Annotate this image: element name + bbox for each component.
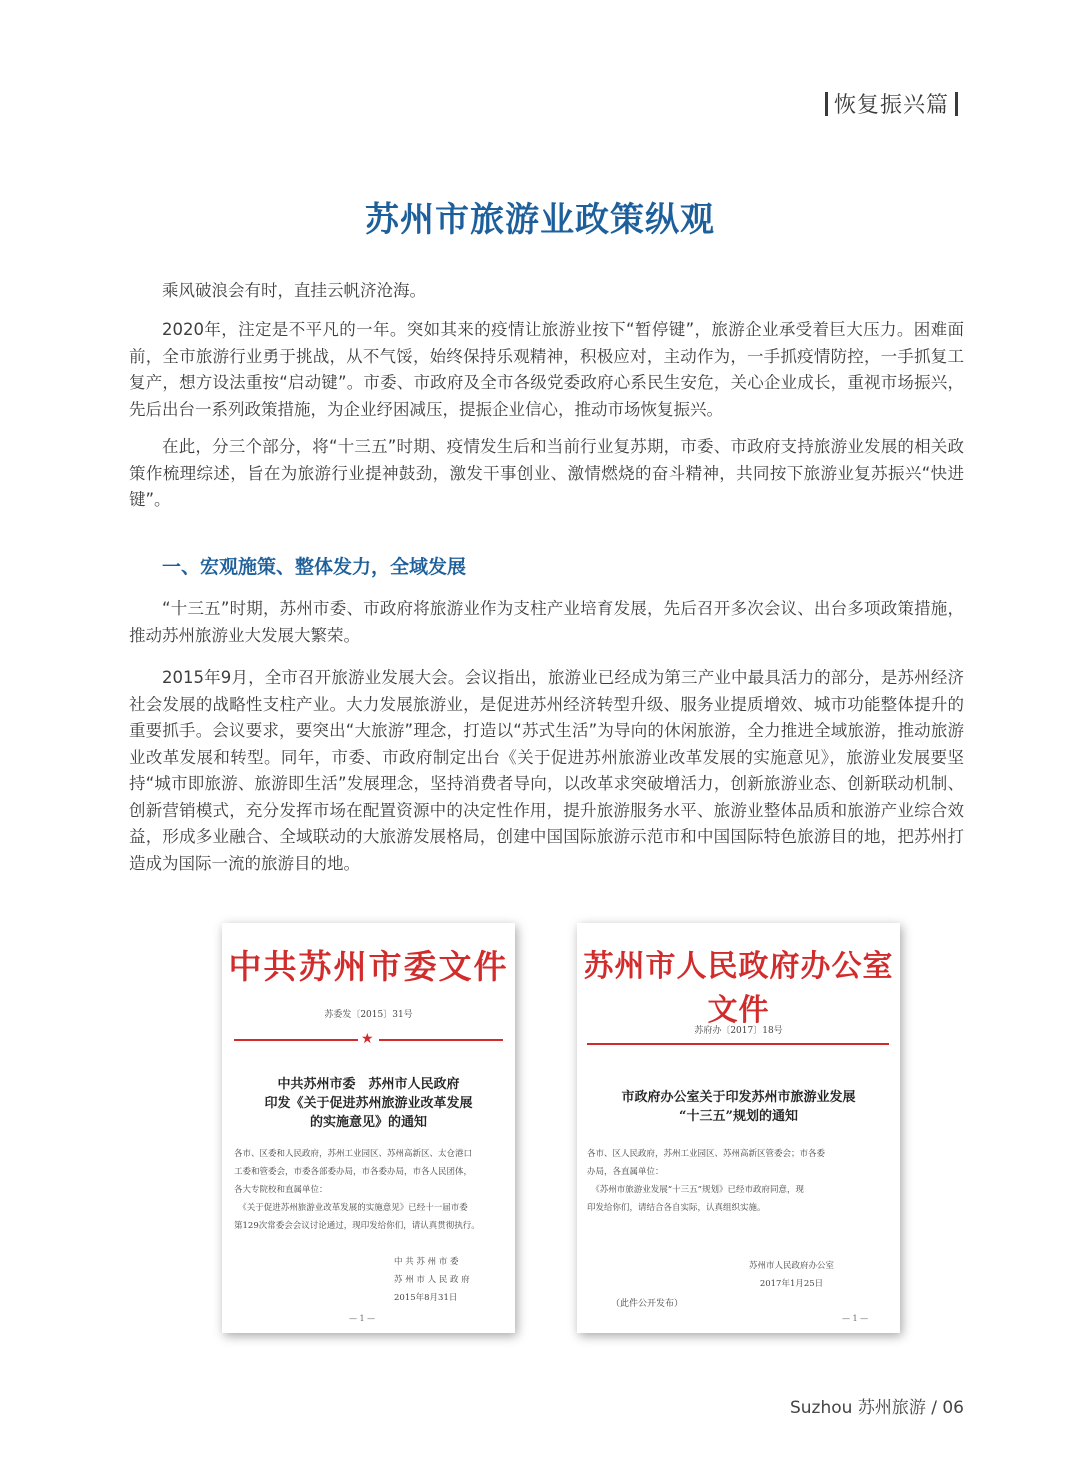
doc-body-line: 印发给你们，请结合各自实际，认真组织实施。 (587, 1203, 766, 1213)
doc-body-line: 各大专院校和直属单位： (234, 1185, 328, 1195)
section-tag-label: 恢复振兴篇 (833, 93, 949, 118)
red-line-right (379, 1039, 503, 1041)
doc-signature-line: 苏州市人民政府办公室 (749, 1261, 835, 1271)
section-heading: 一、宏观施策、整体发力，全域发展 (162, 556, 467, 578)
doc-signature-line: 苏 州 市 人 民 政 府 (394, 1275, 470, 1285)
section-tag (819, 88, 964, 119)
doc-signature-line: 中 共 苏 州 市 委 (394, 1257, 459, 1267)
tag-bar-right (955, 92, 958, 116)
red-line-left (234, 1039, 358, 1041)
intro-paragraph-1: 乘风破浪会有时，直挂云帆济沧海。 (162, 281, 426, 300)
red-line (587, 1043, 889, 1045)
page-footer: Suzhou 苏州旅游 / 06 (789, 1398, 964, 1418)
section-paragraph-2: 2015年9月，全市召开旅游业发展大会。会议指出，旅游业已经成为第三产业中最具活力的部分，是苏州经济社会发展的战略性支柱产业。大力发展旅游业，是促进苏州经济转型升级、服务业提质增效、城市功能整体提升的重要抓手。会议要求，要突出“大旅游”理念，打造以“苏式生活”为导向的休闲旅游，全力推进全域旅游，推动旅游业改革发展和转型。同年，市委、市政府制定出台《关于促进苏州旅游业改革发展的实施意见》，旅游业发展要坚持“城市即旅游、旅游即生活”发展理念，坚持消费者导向，以改革求突破增活力，创新旅游业态、创新联动机制、创新营销模式，充分发挥市场在配置资源中的决定性作用，提升旅游服务水平、旅游业整体品质和旅游产业综合效益，形成多业融合、全域联动的大旅游发展格局，创建中国国际旅游示范市和中国国际特色旅游目的地，把苏州打造成为国际一流的旅游目的地。 (129, 668, 964, 873)
intro-paragraph-2: 2020年，注定是不平凡的一年。突如其来的疫情让旅游业按下“暂停键”，旅游企业承受着巨大压力。困难面前，全市旅游行业勇于挑战，从不气馁，始终保持乐观精神，积极应对，主动作为，一手抓疫情防控，一手抓复工复产，想方设法重按“启动键”。市委、市政府及全市各级党委政府心系民生安危，关心企业成长，重视市场振兴，先后出台一系列政策措施，为企业纾困减压，提振企业信心，推动市场恢复振兴。 (129, 320, 964, 419)
tag-bar-left (825, 92, 828, 116)
doc-title-line: 市政府办公室关于印发苏州市旅游业发展 (621, 1090, 856, 1105)
doc-header: 中共苏州市委文件 (228, 947, 509, 986)
doc-body (234, 1145, 506, 1235)
intro-paragraph-3: 在此，分三个部分，将“十三五”时期、疫情发生后和当前行业复苏期，市委、市政府支持旅游业发展的相关政策作梳理综述，旨在为旅游行业提神鼓劲，激发干事创业、激情燃烧的奋斗精神，共同按下旅游业复苏振兴“快进键”。 (129, 437, 964, 509)
doc-title-line: 的实施意见》的通知 (309, 1115, 427, 1130)
document-image-government-office (577, 923, 900, 1333)
doc-body-line: 工委和管委会，市委各部委办局，市各委办局，市各人民团体， (234, 1167, 473, 1177)
document-image-municipal-committee (222, 923, 515, 1333)
doc-title (222, 1075, 515, 1132)
doc-title-line: 印发《关于促进苏州旅游业改革发展 (264, 1096, 473, 1111)
section-paragraph-1: “十三五”时期，苏州市委、市政府将旅游业作为支柱产业培育发展，先后召开多次会议、出台多项政策措施，推动苏州旅游业大发展大繁荣。 (129, 599, 964, 645)
doc-body-line: 各市、区委和人民政府，苏州工业园区、苏州高新区、太仓港口 (234, 1149, 473, 1159)
doc-body-line: 《关于促进苏州旅游业改革发展的实施意见》已经十一届市委 (234, 1203, 468, 1213)
doc-body-line: 《苏州市旅游业发展“十三五”规划》已经市政府同意，现 (587, 1185, 804, 1195)
doc-signature-line: 2015年8月31日 (394, 1293, 458, 1303)
doc-signature-line: 2017年1月25日 (759, 1279, 824, 1289)
doc-title-line: 中共苏州市委 苏州市人民政府 (277, 1077, 460, 1092)
doc-body-line: 第129次常委会会议讨论通过，现印发给你们，请认真贯彻执行。 (234, 1221, 480, 1231)
doc-signature (749, 1257, 834, 1293)
doc-number: 苏府办〔2017〕18号 (694, 1026, 783, 1036)
doc-number: 苏委发〔2015〕31号 (324, 1010, 413, 1020)
doc-body-line: 各市、区人民政府，苏州工业园区、苏州高新区管委会；市各委 (587, 1149, 826, 1159)
doc-body (587, 1145, 892, 1217)
doc-header: 苏州市人民政府办公室文件 (583, 949, 894, 1028)
doc-page-number: — 1 — (842, 1314, 869, 1323)
doc-body-line: 办局，各直属单位： (587, 1167, 664, 1177)
doc-title-line: “十三五”规划的通知 (679, 1109, 798, 1124)
doc-title (577, 1088, 900, 1126)
red-star-icon: ★ (361, 1031, 374, 1047)
doc-page-number: — 1 — (349, 1314, 376, 1323)
doc-signature (394, 1253, 470, 1307)
doc-public-note: （此件公开发布） (611, 1299, 684, 1309)
page-title: 苏州市旅游业政策纵观 (365, 200, 715, 240)
